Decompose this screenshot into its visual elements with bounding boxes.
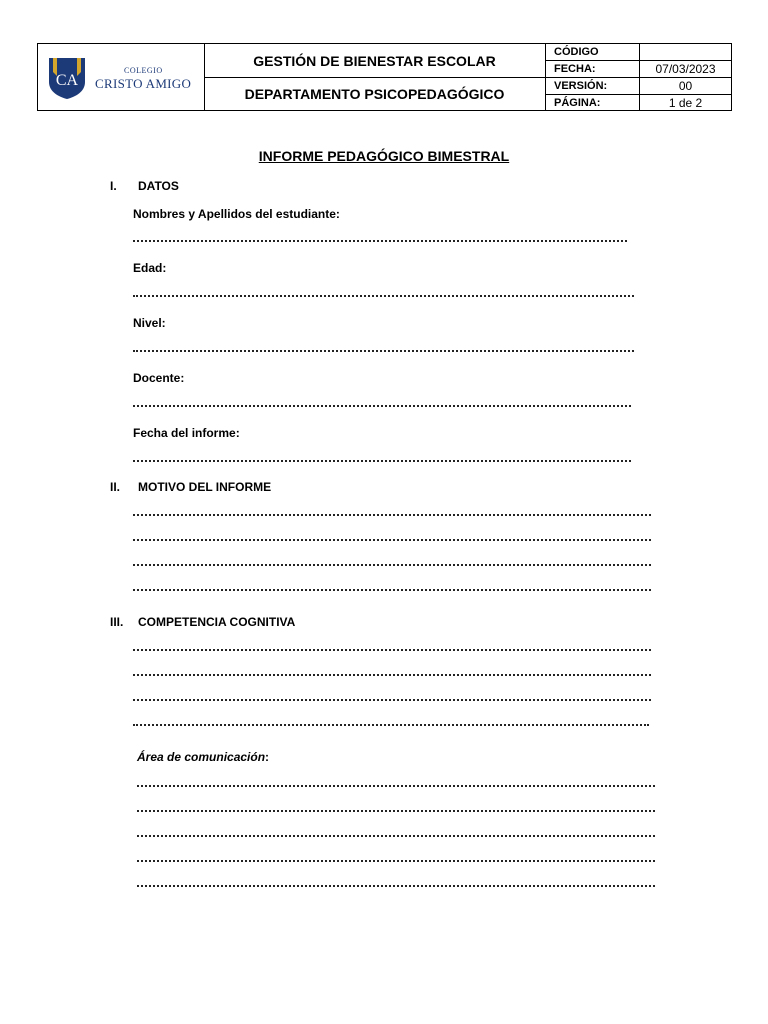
meta-label: VERSIÓN: <box>546 78 640 94</box>
header-meta-table <box>546 44 731 110</box>
fill-line-comunicacion-4[interactable] <box>137 858 655 862</box>
fill-line-motivo-2[interactable] <box>133 537 651 541</box>
fill-line-motivo-1[interactable] <box>133 512 651 516</box>
meta-row-pagina <box>546 95 731 111</box>
fill-line-comunicacion-3[interactable] <box>137 833 655 837</box>
section-number: III. <box>110 615 124 629</box>
section-number: I. <box>110 179 117 193</box>
header-title-main: GESTIÓN DE BIENESTAR ESCOLAR <box>204 44 546 78</box>
field-label-level: Nivel: <box>133 316 166 330</box>
meta-value: 07/03/2023 <box>655 62 716 76</box>
subsection-comunicacion-label <box>137 750 269 764</box>
field-label-report-date: Fecha del informe: <box>133 426 240 440</box>
field-label-age: Edad: <box>133 261 167 275</box>
section-title: DATOS <box>138 179 179 193</box>
school-shield-icon <box>47 56 87 100</box>
meta-label: FECHA: <box>546 61 640 77</box>
section-motivo-heading <box>110 480 271 494</box>
fill-line-comunicacion-2[interactable] <box>137 808 655 812</box>
logo-school-name: CRISTO AMIGO <box>95 76 192 91</box>
fill-line-comunicacion-1[interactable] <box>137 783 655 787</box>
meta-value <box>640 44 731 60</box>
section-title: MOTIVO DEL INFORME <box>138 480 272 494</box>
section-datos-heading <box>110 179 179 193</box>
fill-line-competencia-1[interactable] <box>133 647 651 651</box>
school-logo <box>38 44 205 110</box>
fill-line-competencia-4[interactable] <box>133 722 649 726</box>
document-title: INFORME PEDAGÓGICO BIMESTRAL <box>258 148 510 164</box>
fill-line-competencia-3[interactable] <box>133 697 651 701</box>
meta-row-codigo <box>546 44 731 61</box>
logo-school-label: COLEGIO <box>124 66 163 75</box>
section-number: II. <box>110 480 121 494</box>
meta-label: CÓDIGO <box>546 44 640 60</box>
fill-line-teacher[interactable] <box>133 403 631 407</box>
section-title: COMPETENCIA COGNITIVA <box>138 615 296 629</box>
field-label-teacher: Docente: <box>133 371 185 385</box>
fill-line-comunicacion-5[interactable] <box>137 883 655 887</box>
meta-value: 00 <box>678 79 693 93</box>
meta-row-fecha <box>546 61 731 78</box>
fill-line-motivo-4[interactable] <box>133 587 651 591</box>
header-title-sub: DEPARTAMENTO PSICOPEDAGÓGICO <box>204 78 546 110</box>
subsection-title: Área de comunicación <box>137 750 266 764</box>
fill-line-motivo-3[interactable] <box>133 562 651 566</box>
fill-line-student-name[interactable] <box>133 238 627 242</box>
fill-line-report-date[interactable] <box>133 458 631 462</box>
subsection-colon: : <box>265 750 270 764</box>
fill-line-age[interactable] <box>133 293 634 297</box>
meta-value: 1 de 2 <box>668 96 703 110</box>
field-label-student-name: Nombres y Apellidos del estudiante: <box>133 207 340 221</box>
fill-line-level[interactable] <box>133 348 634 352</box>
meta-row-version <box>546 78 731 95</box>
document-header <box>37 43 732 111</box>
fill-line-competencia-2[interactable] <box>133 672 651 676</box>
meta-label: PÁGINA: <box>546 95 640 111</box>
logo-monogram: CA <box>55 72 79 89</box>
section-competencia-heading <box>110 615 295 629</box>
